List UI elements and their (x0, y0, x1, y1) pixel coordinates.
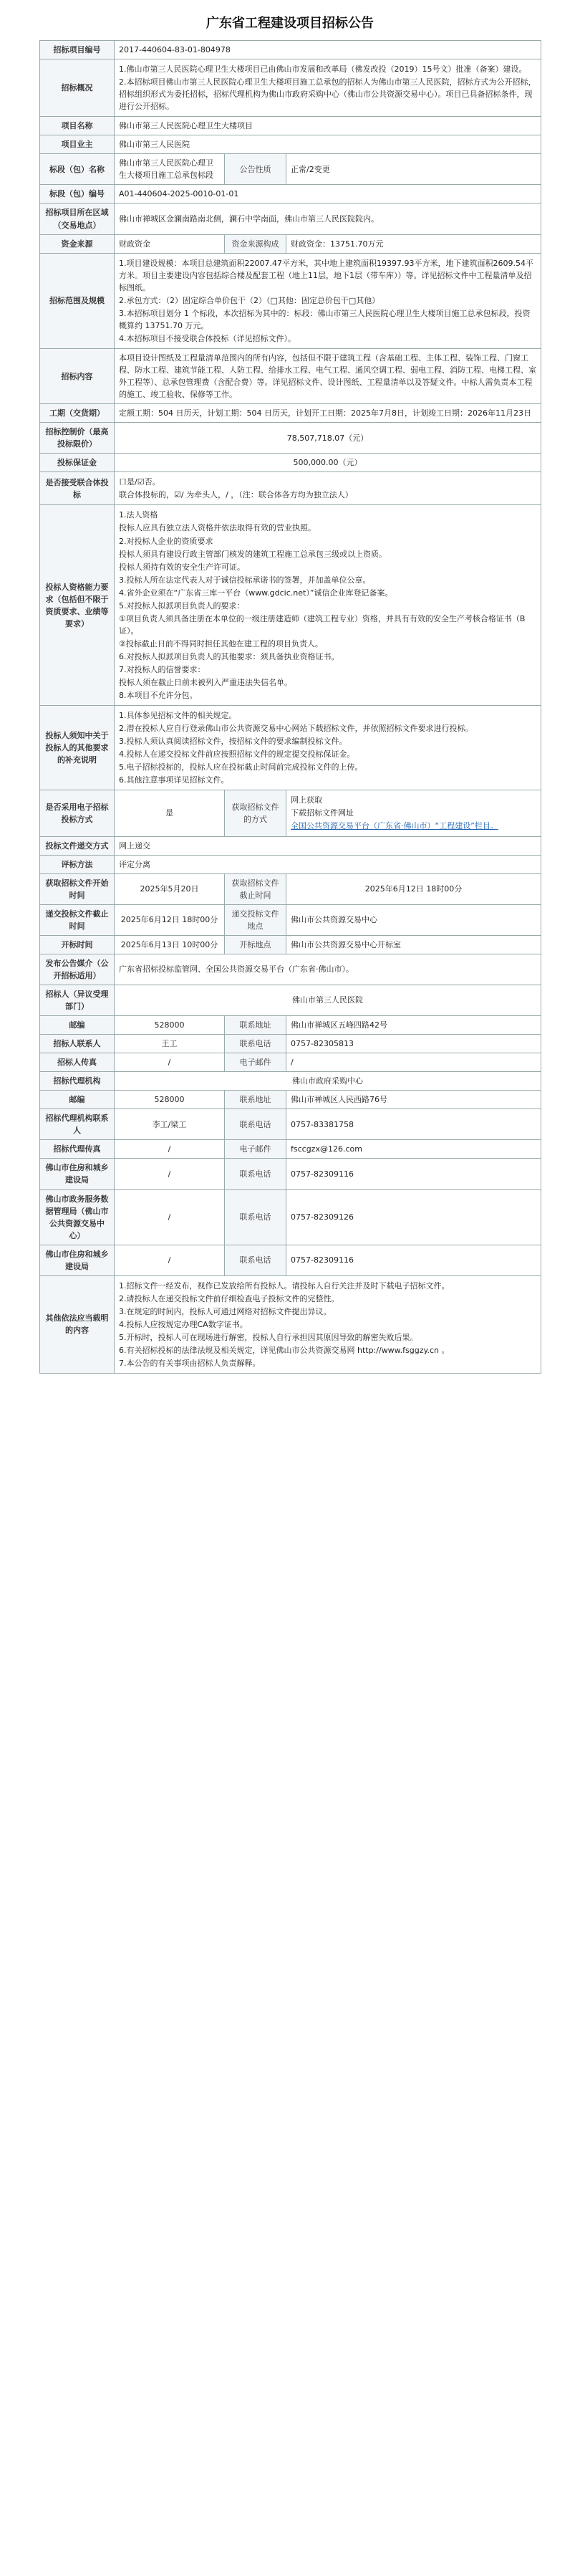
row-qualification (40, 505, 541, 706)
value-publish: 广东省招标投标监管网、全国公共资源交易平台（广东省·佛山市）。 (115, 954, 541, 985)
page (39, 0, 541, 1374)
label-notice-nature: 公告性质 (225, 154, 286, 185)
value-get-start: 2025年5月20日 (115, 873, 225, 904)
value-tenderer-fax: / (115, 1053, 225, 1072)
row-section (40, 154, 541, 185)
label-supervisor-1: 佛山市住房和城乡建设局 (40, 1159, 115, 1189)
notice-table (39, 40, 541, 1374)
label-tenderer-email: 电子邮件 (225, 1053, 286, 1072)
row-other-requirements (40, 706, 541, 790)
qual-line: 4.省外企业须在“广东省三库一平台（www.gdcic.net）”诚信企业库登记备案。 (119, 588, 393, 598)
label-joint: 是否接受联合体投标 (40, 472, 115, 505)
value-agent-zip: 528000 (115, 1091, 225, 1109)
label-project-owner: 项目业主 (40, 135, 115, 154)
label-electronic: 是否采用电子招标投标方式 (40, 790, 115, 836)
qual-line: ②投标截止日前不得同时担任其他在建工程的项目负责人。 (119, 638, 323, 648)
value-submit-method: 网上递交 (115, 836, 541, 855)
value-tenderer-zip: 528000 (115, 1016, 225, 1035)
value-section-code: A01-440604-2025-0010-01-01 (115, 185, 541, 204)
qual-line: 投标人须持有效的安全生产许可证。 (119, 562, 245, 572)
row-tenderer (40, 985, 541, 1015)
row-agent-contact (40, 1109, 541, 1140)
row-get-time (40, 873, 541, 904)
label-section: 标段（包）名称 (40, 154, 115, 185)
value-tenderer-address: 佛山市禅城区五峰四路42号 (286, 1016, 541, 1035)
value-tenderer: 佛山市第三人民医院 (115, 985, 541, 1015)
value-tenderer-contact: 王工 (115, 1035, 225, 1053)
notes-line: 4.投标人应按规定办理CA数字证书。 (119, 1319, 248, 1329)
value-notice-nature: 正常/2变更 (286, 154, 541, 185)
row-fund (40, 234, 541, 253)
notes-line: 7.本公告的有关事项由招标人负责解释。 (119, 1359, 261, 1369)
joint-line: 口是/☑否。 (119, 477, 160, 487)
value-supervisor-3-phone: 0757-82309116 (286, 1245, 541, 1275)
value-summary (115, 59, 541, 117)
other-req-line: 5.电子招标投标的，投标人应在投标截止时间前完成投标文件的上传。 (119, 762, 363, 772)
qual-line: 6.对投标人拟派项目负责人的其他要求：须具备执业资格证书。 (119, 651, 339, 661)
value-open-time: 2025年6月13日 10时00分 (115, 935, 225, 954)
row-location (40, 204, 541, 234)
label-notes: 其他依法应当载明的内容 (40, 1275, 115, 1373)
label-tenderer: 招标人（异议受理部门） (40, 985, 115, 1015)
row-eval (40, 855, 541, 873)
label-project-name: 项目名称 (40, 117, 115, 135)
label-section-code: 标段（包）编号 (40, 185, 115, 204)
value-other-requirements (115, 706, 541, 790)
download-url-link[interactable]: 全国公共资源交易平台（广东省·佛山市）“工程建设”栏目。 (291, 821, 498, 831)
label-get-method: 获取招标文件的方式 (225, 790, 286, 836)
notes-line: 3.在规定的时间内，投标人可通过网络对招标文件提出异议。 (119, 1306, 332, 1316)
label-agent-fax: 招标代理传真 (40, 1140, 115, 1159)
value-content: 本项目设计图纸及工程量清单范围内的所有内容，包括但不限于建筑工程（含基础工程、主体工程、装饰工程、门窗工程、防水工程、建筑节能工程、人防工程、给排水工程、电气工程、通风空调工程、弱电工程、消防工程、电梯工程、室外工程等）、总承包管理费（含配合费）等。详见招标文件、设计图纸、工程量清单以及答疑文件。中标人需负责本工程的施工、竣工验收、保修等工作。 (115, 348, 541, 403)
qual-line: 5.对投标人拟派项目负责人的要求： (119, 600, 245, 611)
row-ceiling (40, 423, 541, 454)
value-agent-fax: / (115, 1140, 225, 1159)
value-project-name: 佛山市第三人民医院心理卫生大楼项目 (115, 117, 541, 135)
label-qualification: 投标人资格能力要求（包括但不限于资质要求、业绩等要求） (40, 505, 115, 706)
value-supervisor-1-phone: 0757-82309116 (286, 1159, 541, 1189)
label-fund-structure: 资金来源构成 (225, 234, 286, 253)
row-content (40, 348, 541, 403)
label-ceiling: 招标控制价（最高投标限价） (40, 423, 115, 454)
label-agent-contact: 招标代理机构联系人 (40, 1109, 115, 1140)
label-publish: 发布公告媒介（公开招标适用） (40, 954, 115, 985)
value-notes (115, 1275, 541, 1373)
row-tenderer-address (40, 1016, 541, 1035)
scope-line: 1.项目建设规模：本项目总建筑面积22007.47平方米，其中地上建筑面积19397.93平方米，地下建筑面积2609.54平方米。项目主要建设内容包括综合楼及配套工程（地上11层，地下1层（带车库））等。详见招标文件中工程量清单及招标图纸。 (119, 258, 533, 292)
value-agent-phone: 0757-83381758 (286, 1109, 541, 1140)
value-location: 佛山市禅城区金澜南路南北侧，澜石中学南面，佛山市第三人民医院院内。 (115, 204, 541, 234)
label-open-time: 开标时间 (40, 935, 115, 954)
label-content: 招标内容 (40, 348, 115, 403)
value-period: 定额工期：504 日历天，计划工期：504 日历天，计划开工日期：2025年7月8日，计划竣工日期：2026年11月23日 (115, 404, 541, 423)
value-agent-contact: 李工/梁工 (115, 1109, 225, 1140)
value-get-end: 2025年6月12日 18时00分 (286, 873, 541, 904)
row-tenderer-contact (40, 1035, 541, 1053)
row-project-name (40, 117, 541, 135)
label-agent: 招标代理机构 (40, 1072, 115, 1091)
value-agent: 佛山市政府采购中心 (115, 1072, 541, 1091)
other-req-line: 6.其他注意事项详见招标文件。 (119, 775, 229, 785)
notes-line: 6.有关招标投标的法律法规及相关规定，详见佛山市公共资源交易网 http://www.fsggzy.cn 。 (119, 1346, 450, 1356)
value-qualification (115, 505, 541, 706)
qual-line: 投标人须具有建设行政主管部门核发的建筑工程施工总承包三级或以上资质。 (119, 549, 387, 559)
notes-line: 5.开标时，投标人可在现场进行解密，投标人自行承担因其原因导致的解密失败后果。 (119, 1332, 418, 1342)
page-title: 广东省工程建设项目招标公告 (206, 16, 374, 31)
qual-line: 8.本项目不允许分包。 (119, 691, 198, 701)
label-tenderer-address: 联系地址 (225, 1016, 286, 1035)
value-project-owner: 佛山市第三人民医院 (115, 135, 541, 154)
label-supervisor-3-phone: 联系电话 (225, 1245, 286, 1275)
value-open-place: 佛山市公共资源交易中心开标室 (286, 935, 541, 954)
value-deposit: 500,000.00（元） (115, 454, 541, 472)
label-deadline: 递交投标文件截止时间 (40, 904, 115, 935)
value-get-method (286, 790, 541, 836)
other-req-line: 2.潜在投标人应自行登录佛山市公共资源交易中心网站下载招标文件，并依照招标文件要求进行投标。 (119, 724, 473, 734)
row-agent (40, 1072, 541, 1091)
label-submit-place: 递交投标文件地点 (225, 904, 286, 935)
download-url-label: 下载招标文件网址 (291, 808, 354, 818)
row-supervisor-2 (40, 1189, 541, 1245)
label-get-start: 获取招标文件开始时间 (40, 873, 115, 904)
label-agent-zip: 邮编 (40, 1091, 115, 1109)
scope-line: 4.本招标项目不接受联合体投标（详见招标文件）。 (119, 333, 296, 343)
label-supervisor-2-phone: 联系电话 (225, 1189, 286, 1245)
label-supervisor-2: 佛山市政务服务数据管理局（佛山市公共资源交易中心） (40, 1189, 115, 1245)
qual-line: 3.投标人所在法定代表人对于诚信投标承诺书的签署，并加盖单位公章。 (119, 575, 371, 585)
get-method-value: 网上获取 (291, 795, 322, 805)
label-deposit: 投标保证金 (40, 454, 115, 472)
other-req-line: 1.具体参见招标文件的相关规定。 (119, 711, 237, 721)
label-period: 工期（交货期） (40, 404, 115, 423)
scope-line: 2.承包方式：（2）固定综合单价包干（2）（□其他：固定总价包干□其他） (119, 295, 380, 305)
qual-line: 投标人应具有独立法人资格并依法取得有效的营业执照。 (119, 523, 316, 533)
value-agent-address: 佛山市禅城区人民西路76号 (286, 1091, 541, 1109)
label-tenderer-phone: 联系电话 (225, 1035, 286, 1053)
value-fund-structure: 财政资金：13751.70万元 (286, 234, 541, 253)
label-scope: 招标范围及规模 (40, 253, 115, 348)
label-other-requirements: 投标人须知中关于投标人的其他要求的补充说明 (40, 706, 115, 790)
notes-line: 1.招标文件一经发布，视作已发放给所有投标人。请投标人自行关注并及时下载电子招标文件。 (119, 1280, 450, 1291)
qual-line: 7.对投标人的信誉要求： (119, 664, 206, 674)
label-eval: 评标方法 (40, 855, 115, 873)
row-agent-fax (40, 1140, 541, 1159)
value-joint (115, 472, 541, 505)
row-scope (40, 253, 541, 348)
row-supervisor-1 (40, 1159, 541, 1189)
value-supervisor-2: / (115, 1189, 225, 1245)
label-tenderer-fax: 招标人传真 (40, 1053, 115, 1072)
value-fund: 财政资金 (115, 234, 225, 253)
row-submit-method (40, 836, 541, 855)
row-publish (40, 954, 541, 985)
value-supervisor-3: / (115, 1245, 225, 1275)
qual-line: 投标人须在截止日前未被列入严重违法失信名单。 (119, 678, 292, 688)
row-notes (40, 1275, 541, 1373)
value-electronic: 是 (115, 790, 225, 836)
label-supervisor-1-phone: 联系电话 (225, 1159, 286, 1189)
label-submit-method: 投标文件递交方式 (40, 836, 115, 855)
label-agent-phone: 联系电话 (225, 1109, 286, 1140)
qual-line: 1.法人资格 (119, 510, 158, 520)
label-fund: 资金来源 (40, 234, 115, 253)
row-tenderer-fax (40, 1053, 541, 1072)
other-req-line: 4.投标人在递交投标文件前应按照招标文件的规定提交投标保证金。 (119, 750, 355, 760)
label-tenderer-zip: 邮编 (40, 1016, 115, 1035)
qual-line: 2.对投标人企业的资质要求 (119, 536, 213, 546)
scope-line: 3.本招标项目划分 1 个标段，本次招标为其中的：标段：佛山市第三人民医院心理卫生大楼项目施工总承包标段，投资概算约 13751.70 万元。 (119, 308, 531, 330)
row-joint (40, 472, 541, 505)
row-project-owner (40, 135, 541, 154)
row-summary (40, 59, 541, 117)
notes-line: 2.请投标人在递交投标文件前仔细检查电子投标文件的完整性。 (119, 1293, 339, 1303)
label-get-end: 获取招标文件截止时间 (225, 873, 286, 904)
label-tenderer-contact: 招标人联系人 (40, 1035, 115, 1053)
value-agent-email: fsccgzx@126.com (286, 1140, 541, 1159)
label-open-place: 开标地点 (225, 935, 286, 954)
summary-line: 1.佛山市第三人民医院心理卫生大楼项目已由佛山市发展和改革局（佛发改投（2019）15号文）批准（备案）建设。 (119, 64, 527, 75)
label-location: 招标项目所在区域（交易地点） (40, 204, 115, 234)
value-code: 2017-440604-83-01-804978 (115, 41, 541, 59)
value-supervisor-2-phone: 0757-82309126 (286, 1189, 541, 1245)
value-eval: 评定分离 (115, 855, 541, 873)
value-ceiling: 78,507,718.07（元） (115, 423, 541, 454)
label-agent-email: 电子邮件 (225, 1140, 286, 1159)
row-open (40, 935, 541, 954)
summary-line: 2.本招标项目佛山市第三人民医院心理卫生大楼项目施工总承包的招标人为佛山市第三人民医院，招标方式为公开招标，招标组织形式为委托招标，招标代理机构为佛山市政府采购中心（佛山市公共资源交易中心）。项目已具备招标条件，现进行公开招标。 (119, 77, 536, 112)
row-period (40, 404, 541, 423)
row-deadline (40, 904, 541, 935)
row-deposit (40, 454, 541, 472)
other-req-line: 3.投标人须认真阅读招标文件，按招标文件的要求编制投标文件。 (119, 737, 347, 747)
value-tenderer-phone: 0757-82305813 (286, 1035, 541, 1053)
row-electronic (40, 790, 541, 836)
value-section: 佛山市第三人民医院心理卫生大楼项目施工总承包标段 (115, 154, 225, 185)
row-code (40, 41, 541, 59)
label-supervisor-3: 佛山市住房和城乡建设局 (40, 1245, 115, 1275)
value-supervisor-1: / (115, 1159, 225, 1189)
value-submit-place: 佛山市公共资源交易中心 (286, 904, 541, 935)
value-tenderer-email: / (286, 1053, 541, 1072)
row-agent-address (40, 1091, 541, 1109)
label-agent-address: 联系地址 (225, 1091, 286, 1109)
joint-line: 联合体投标的，☑/ 为牵头人，/ ，（注：联合体各方均为独立法人） (119, 490, 353, 500)
label-code: 招标项目编号 (40, 41, 115, 59)
row-section-code (40, 185, 541, 204)
row-supervisor-3 (40, 1245, 541, 1275)
value-deadline: 2025年6月12日 18时00分 (115, 904, 225, 935)
qual-line: ①项目负责人须具备注册在本单位的一级注册建造师（建筑工程专业）资格，并具有有效的安全生产考核合格证书（B证）。 (119, 613, 526, 636)
label-summary: 招标概况 (40, 59, 115, 117)
value-scope (115, 253, 541, 348)
